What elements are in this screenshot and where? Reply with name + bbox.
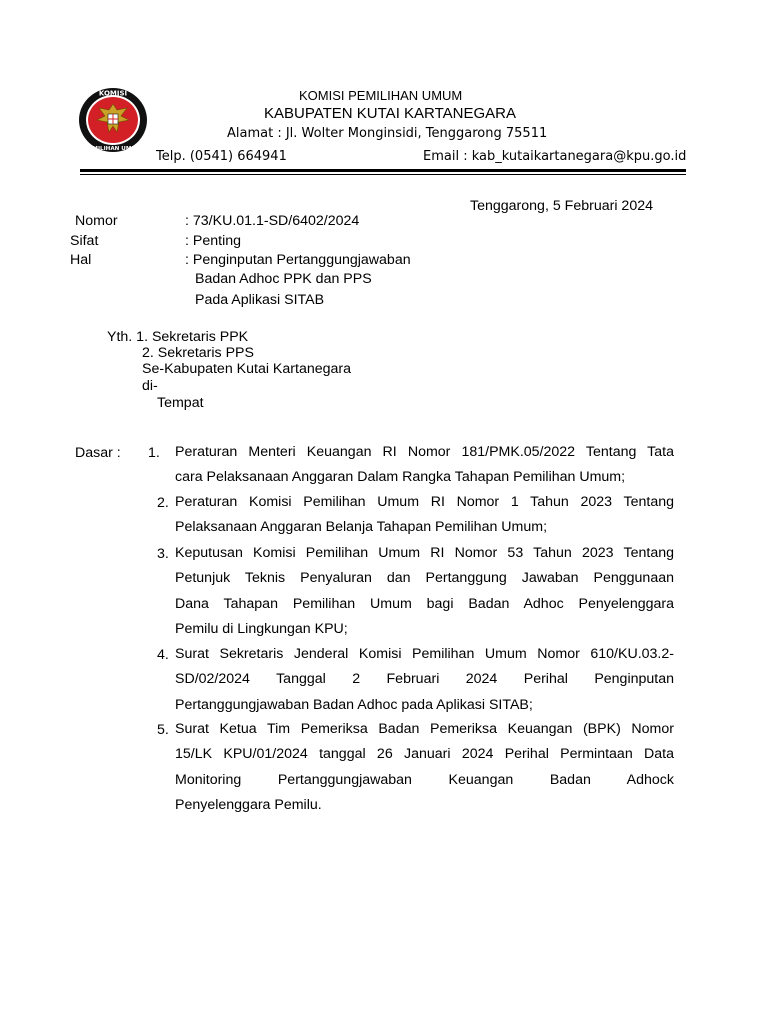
kpu-logo	[77, 86, 149, 154]
dasar-item-line: Pemilu di Lingkungan KPU;	[175, 620, 348, 637]
dasar-item-line: 15/LK KPU/01/2024 tanggal 26 Januari 2024 Perihal Permintaan Data	[175, 746, 674, 763]
dasar-item-line: Penyelenggara Pemilu.	[175, 796, 322, 813]
meta-hal-cont-1: Badan Adhoc PPK dan PPS	[195, 271, 372, 287]
meta-value-nomor: : 73/KU.01.1-SD/6402/2024	[185, 213, 360, 229]
letter-date: Tenggarong, 5 Februari 2024	[470, 198, 653, 214]
dasar-item-4	[175, 642, 674, 718]
dasar-item-2	[175, 490, 674, 541]
dasar-item-number: 3.	[157, 546, 169, 562]
logo-label-top: KOMISI	[98, 89, 128, 98]
org-phone: Telp. (0541) 664941	[156, 149, 287, 164]
dasar-item-line: Surat Sekretaris Jenderal Komisi Pemilihan Umum Nomor 610/KU.03.2-	[175, 646, 674, 662]
meta-value-hal: : Penginputan Pertanggungjawaban	[185, 252, 411, 268]
meta-label-sifat: Sifat	[70, 233, 99, 249]
dasar-item-line: Peraturan Komisi Pemilihan Umum RI Nomor 1 Tahun 2023 Tentang	[175, 494, 674, 510]
dasar-item-3	[175, 541, 674, 642]
dasar-item-number: 4.	[157, 647, 169, 663]
dasar-item-1	[175, 440, 674, 491]
logo-label-bottom: PEMILIHAN UMUM	[84, 146, 142, 152]
recipient-line-5: Tempat	[157, 395, 204, 411]
dasar-item-5	[175, 717, 674, 818]
dasar-item-number: 5.	[157, 722, 169, 738]
dasar-item-line: Peraturan Menteri Keuangan RI Nomor 181/PMK.05/2022 Tentang Tata	[175, 444, 674, 460]
dasar-label: Dasar :	[75, 445, 121, 461]
dasar-item-number: 1.	[148, 445, 160, 461]
meta-label-hal: Hal	[70, 252, 92, 268]
dasar-item-line: Dana Tahapan Pemilihan Umum bagi Badan Adhoc Penyelenggara	[175, 595, 674, 612]
dasar-item-line: Surat Ketua Tim Pemeriksa Badan Pemeriksa Keuangan (BPK) Nomor	[175, 721, 674, 737]
recipient-line-4: di-	[142, 378, 158, 394]
dasar-item-line: Pelaksanaan Anggaran Belanja Tahapan Pemilihan Umum;	[175, 519, 548, 536]
recipient-line-2: 2. Sekretaris PPS	[142, 345, 254, 361]
org-email: Email : kab_kutaikartanegara@kpu.go.id	[423, 149, 687, 164]
dasar-item-line: Keputusan Komisi Pemilihan Umum RI Nomor 53 Tahun 2023 Tentang	[175, 545, 674, 561]
dasar-item-line: Pertanggungjawaban Badan Adhoc pada Aplikasi SITAB;	[175, 696, 533, 713]
dasar-item-line: cara Pelaksanaan Anggaran Dalam Rangka Tahapan Pemilihan Umum;	[175, 469, 626, 486]
dasar-item-line: Monitoring Pertanggungjawaban Keuangan Badan Adhock	[175, 771, 674, 788]
letterhead-rule-thick	[80, 169, 686, 172]
meta-label-nomor: Nomor	[75, 213, 118, 229]
recipient-line-1: Yth. 1. Sekretaris PPK	[107, 329, 249, 345]
letterhead-rule-thin	[80, 174, 686, 175]
meta-value-sifat: : Penting	[185, 233, 242, 249]
org-region: KABUPATEN KUTAI KARTANEGARA	[264, 105, 516, 122]
dasar-item-line: Petunjuk Teknis Penyaluran dan Pertanggung Jawaban Penggunaan	[175, 570, 674, 587]
org-name: KOMISI PEMILIHAN UMUM	[299, 88, 463, 103]
dasar-item-line: SD/02/2024 Tanggal 2 Februari 2024 Perihal Penginputan	[175, 671, 674, 688]
org-address: Alamat : Jl. Wolter Monginsidi, Tenggarong 75511	[227, 126, 548, 141]
dasar-item-number: 2.	[157, 495, 169, 511]
meta-hal-cont-2: Pada Aplikasi SITAB	[195, 292, 325, 308]
recipient-line-3: Se-Kabupaten Kutai Kartanegara	[142, 361, 352, 377]
